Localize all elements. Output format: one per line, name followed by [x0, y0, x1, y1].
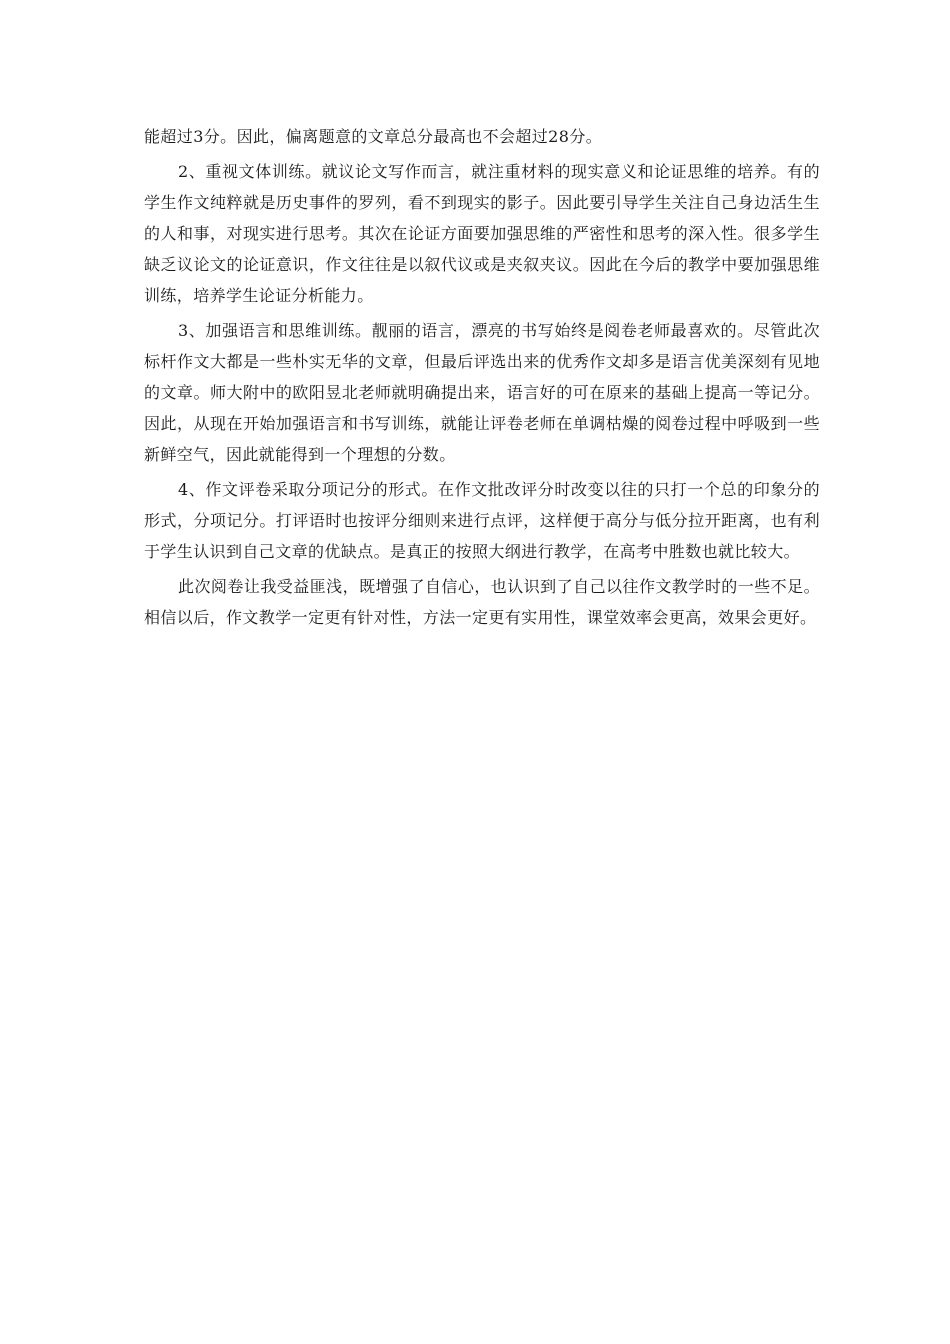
- paragraph-continuation: 能超过3分。因此，偏离题意的文章总分最高也不会超过28分。: [144, 127, 603, 146]
- paragraph-point-2: 2、重视文体训练。就议论文写作而言，就注重材料的现实意义和论证思维的培养。有的学生作文纯粹就是历史事件的罗列，看不到现实的影子。因此要引导学生关注自己身边活生生的人和事，对现实进行思考。其次在论证方面要加强思维的严密性和思考的深入性。很多学生缺乏议论文的论证意识，作文往往是以叙代议或是夹叙夹议。因此在今后的教学中要加强思维训练，培养学生论证分析能力。: [144, 162, 820, 305]
- paragraph-point-4: 4、作文评卷采取分项记分的形式。在作文批改评分时改变以往的只打一个总的印象分的形式，分项记分。打评语时也按评分细则来进行点评，这样便于高分与低分拉开距离，也有利于学生认识到自己文章的优缺点。是真正的按照大纲进行教学，在高考中胜数也就比较大。: [144, 480, 820, 561]
- document-body: [144, 121, 820, 637]
- paragraph-point-3: 3、加强语言和思维训练。靓丽的语言，漂亮的书写始终是阅卷老师最喜欢的。尽管此次标杆作文大都是一些朴实无华的文章，但最后评选出来的优秀作文却多是语言优美深刻有见地的文章。师大附中的欧阳昱北老师就明确提出来，语言好的可在原来的基础上提高一等记分。因此，从现在开始加强语言和书写训练，就能让评卷老师在单调枯燥的阅卷过程中呼吸到一些新鲜空气，因此就能得到一个理想的分数。: [144, 321, 820, 464]
- paragraph-conclusion: 此次阅卷让我受益匪浅，既增强了自信心，也认识到了自己以往作文教学时的一些不足。相信以后，作文教学一定更有针对性，方法一定更有实用性，课堂效率会更高，效果会更好。: [144, 577, 820, 627]
